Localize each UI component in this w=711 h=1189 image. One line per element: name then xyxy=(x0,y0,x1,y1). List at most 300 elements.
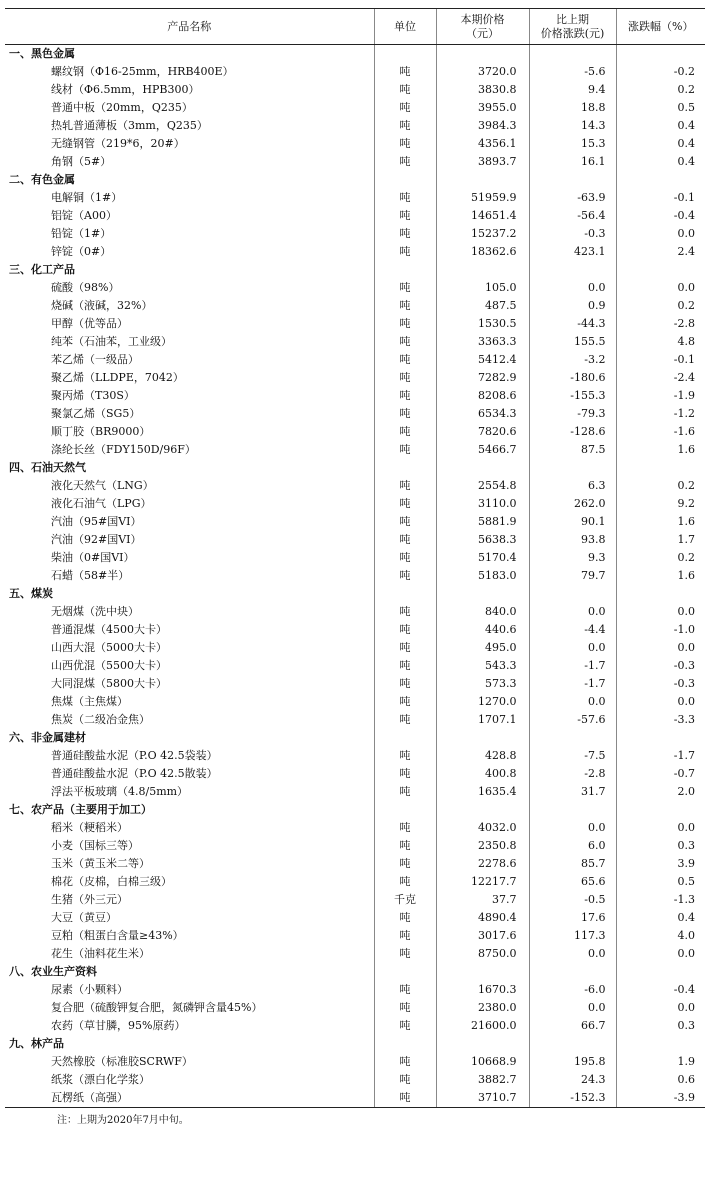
unit-cell: 吨 xyxy=(374,639,436,657)
unit-cell xyxy=(374,171,436,189)
current-price-cell xyxy=(436,261,529,279)
current-price-cell: 3882.7 xyxy=(436,1071,529,1089)
unit-cell: 吨 xyxy=(374,153,436,171)
category-name: 三、化工产品 xyxy=(9,263,75,276)
unit-cell xyxy=(374,45,436,64)
unit-cell: 吨 xyxy=(374,441,436,459)
change-pct-cell: 4.0 xyxy=(616,927,705,945)
price-change-cell: 117.3 xyxy=(529,927,616,945)
current-price-cell: 6534.3 xyxy=(436,405,529,423)
table-row xyxy=(5,819,705,837)
unit-cell: 吨 xyxy=(374,1017,436,1035)
change-pct-cell: 0.4 xyxy=(616,153,705,171)
table-row xyxy=(5,225,705,243)
product-name: 聚乙烯（LLDPE，7042） xyxy=(51,371,184,384)
category-name: 四、石油天然气 xyxy=(9,461,86,474)
table-row xyxy=(5,1053,705,1071)
product-name: 普通硅酸盐水泥（P.O 42.5散装） xyxy=(51,767,218,780)
category-name: 一、黑色金属 xyxy=(9,47,75,60)
table-row xyxy=(5,441,705,459)
table-row xyxy=(5,621,705,639)
current-price-cell: 5183.0 xyxy=(436,567,529,585)
current-price-cell: 487.5 xyxy=(436,297,529,315)
unit-cell xyxy=(374,729,436,747)
table-row xyxy=(5,747,705,765)
category-name: 九、林产品 xyxy=(9,1037,64,1050)
current-price-cell xyxy=(436,171,529,189)
price-change-cell: 87.5 xyxy=(529,441,616,459)
unit-cell: 吨 xyxy=(374,549,436,567)
table-row xyxy=(5,405,705,423)
product-name: 电解铜（1#） xyxy=(51,191,123,204)
unit-cell: 吨 xyxy=(374,855,436,873)
current-price-cell: 3893.7 xyxy=(436,153,529,171)
product-name: 豆粕（粗蛋白含量≥43%） xyxy=(51,929,184,942)
current-price-cell: 495.0 xyxy=(436,639,529,657)
unit-cell: 吨 xyxy=(374,315,436,333)
product-name: 浮法平板玻璃（4.8/5mm） xyxy=(51,785,189,798)
table-row xyxy=(5,549,705,567)
price-change-cell: -56.4 xyxy=(529,207,616,225)
product-name: 棉花（皮棉，白棉三级） xyxy=(51,875,172,888)
unit-cell: 吨 xyxy=(374,693,436,711)
price-change-cell: -6.0 xyxy=(529,981,616,999)
table-row xyxy=(5,999,705,1017)
current-price-cell: 3363.3 xyxy=(436,333,529,351)
change-pct-cell: 0.0 xyxy=(616,693,705,711)
product-name: 普通中板（20mm，Q235） xyxy=(51,101,193,114)
price-change-cell: 90.1 xyxy=(529,513,616,531)
current-price-cell: 1670.3 xyxy=(436,981,529,999)
price-change-cell: 6.0 xyxy=(529,837,616,855)
price-change-cell xyxy=(529,459,616,477)
change-pct-cell: 0.5 xyxy=(616,99,705,117)
table-row xyxy=(5,783,705,801)
unit-cell xyxy=(374,459,436,477)
change-pct-cell: 0.4 xyxy=(616,135,705,153)
change-pct-cell: 0.0 xyxy=(616,945,705,963)
table-header xyxy=(5,9,705,45)
price-change-cell: -0.3 xyxy=(529,225,616,243)
table-row xyxy=(5,423,705,441)
unit-cell xyxy=(374,1035,436,1053)
current-price-cell xyxy=(436,963,529,981)
product-name: 无缝钢管（219*6，20#） xyxy=(51,137,185,150)
change-pct-cell: 0.0 xyxy=(616,279,705,297)
price-change-cell: -1.7 xyxy=(529,675,616,693)
price-change-cell: 0.9 xyxy=(529,297,616,315)
change-pct-cell: -0.1 xyxy=(616,351,705,369)
change-pct-cell: 0.6 xyxy=(616,1071,705,1089)
header-price-change-line2: 价格涨跌(元) xyxy=(540,26,605,40)
product-name: 纸浆（漂白化学浆） xyxy=(51,1073,150,1086)
price-change-cell: 93.8 xyxy=(529,531,616,549)
current-price-cell: 21600.0 xyxy=(436,1017,529,1035)
table-row xyxy=(5,531,705,549)
current-price-cell: 1635.4 xyxy=(436,783,529,801)
price-change-cell: 66.7 xyxy=(529,1017,616,1035)
table-row xyxy=(5,333,705,351)
price-change-cell: 155.5 xyxy=(529,333,616,351)
product-name: 涤纶长丝（FDY150D/96F） xyxy=(51,443,196,456)
current-price-cell: 7820.6 xyxy=(436,423,529,441)
change-pct-cell: 0.0 xyxy=(616,639,705,657)
current-price-cell: 3955.0 xyxy=(436,99,529,117)
table-row xyxy=(5,1071,705,1089)
current-price-cell: 15237.2 xyxy=(436,225,529,243)
table-row xyxy=(5,909,705,927)
change-pct-cell: -2.8 xyxy=(616,315,705,333)
unit-cell: 吨 xyxy=(374,603,436,621)
product-name: 山西优混（5500大卡） xyxy=(51,659,167,672)
change-pct-cell xyxy=(616,963,705,981)
product-name: 玉米（黄玉米二等） xyxy=(51,857,150,870)
current-price-cell: 1270.0 xyxy=(436,693,529,711)
table-row xyxy=(5,1089,705,1108)
unit-cell: 吨 xyxy=(374,387,436,405)
change-pct-cell: 0.2 xyxy=(616,81,705,99)
current-price-cell: 1530.5 xyxy=(436,315,529,333)
product-name: 顺丁胶（BR9000） xyxy=(51,425,151,438)
header-product-name: 产品名称 xyxy=(5,9,374,45)
unit-cell: 吨 xyxy=(374,567,436,585)
price-change-cell: 79.7 xyxy=(529,567,616,585)
price-change-cell: 0.0 xyxy=(529,693,616,711)
price-change-cell xyxy=(529,261,616,279)
table-row xyxy=(5,711,705,729)
change-pct-cell: 0.4 xyxy=(616,909,705,927)
product-name: 复合肥（硫酸钾复合肥，氮磷钾含量45%） xyxy=(51,1001,263,1014)
product-name: 聚丙烯（T30S） xyxy=(51,389,135,402)
change-pct-cell: 0.2 xyxy=(616,297,705,315)
unit-cell: 吨 xyxy=(374,819,436,837)
unit-cell: 吨 xyxy=(374,981,436,999)
change-pct-cell: -1.6 xyxy=(616,423,705,441)
table-row xyxy=(5,765,705,783)
table-row xyxy=(5,351,705,369)
change-pct-cell: 1.6 xyxy=(616,441,705,459)
unit-cell: 吨 xyxy=(374,99,436,117)
table-row xyxy=(5,117,705,135)
unit-cell: 吨 xyxy=(374,477,436,495)
product-name: 山西大混（5000大卡） xyxy=(51,641,167,654)
current-price-cell: 4032.0 xyxy=(436,819,529,837)
change-pct-cell xyxy=(616,585,705,603)
table-row xyxy=(5,63,705,81)
change-pct-cell: 0.2 xyxy=(616,477,705,495)
category-name: 七、农产品（主要用于加工） xyxy=(9,803,152,816)
price-change-cell: -79.3 xyxy=(529,405,616,423)
price-change-cell: -4.4 xyxy=(529,621,616,639)
unit-cell: 吨 xyxy=(374,909,436,927)
header-change-pct: 涨跌幅（%） xyxy=(616,9,705,45)
price-change-cell: 31.7 xyxy=(529,783,616,801)
change-pct-cell: 0.0 xyxy=(616,819,705,837)
change-pct-cell: -1.3 xyxy=(616,891,705,909)
product-name: 角钢（5#） xyxy=(51,155,112,168)
change-pct-cell xyxy=(616,459,705,477)
price-change-cell: 0.0 xyxy=(529,603,616,621)
change-pct-cell xyxy=(616,45,705,64)
current-price-cell: 8750.0 xyxy=(436,945,529,963)
table-row xyxy=(5,657,705,675)
price-change-cell xyxy=(529,171,616,189)
price-change-cell: 0.0 xyxy=(529,279,616,297)
header-current-price-line1: 本期价格 xyxy=(460,12,505,26)
table-row xyxy=(5,693,705,711)
product-name: 铝锭（A00） xyxy=(51,209,117,222)
change-pct-cell: -0.4 xyxy=(616,981,705,999)
change-pct-cell: -0.2 xyxy=(616,63,705,81)
product-name: 汽油（92#国VI） xyxy=(51,533,142,546)
current-price-cell: 4890.4 xyxy=(436,909,529,927)
product-name: 普通混煤（4500大卡） xyxy=(51,623,167,636)
price-table xyxy=(5,8,705,1108)
price-change-cell: -0.5 xyxy=(529,891,616,909)
unit-cell: 吨 xyxy=(374,1089,436,1108)
price-change-cell: -128.6 xyxy=(529,423,616,441)
unit-cell: 吨 xyxy=(374,423,436,441)
current-price-cell: 543.3 xyxy=(436,657,529,675)
current-price-cell: 5170.4 xyxy=(436,549,529,567)
current-price-cell: 7282.9 xyxy=(436,369,529,387)
current-price-cell: 2278.6 xyxy=(436,855,529,873)
current-price-cell: 2554.8 xyxy=(436,477,529,495)
price-table-container xyxy=(5,8,705,1126)
table-row xyxy=(5,855,705,873)
unit-cell: 吨 xyxy=(374,711,436,729)
category-row xyxy=(5,459,705,477)
current-price-cell: 18362.6 xyxy=(436,243,529,261)
header-current-price-line2: （元） xyxy=(466,26,499,40)
unit-cell: 吨 xyxy=(374,873,436,891)
current-price-cell: 37.7 xyxy=(436,891,529,909)
category-row xyxy=(5,963,705,981)
change-pct-cell xyxy=(616,729,705,747)
price-change-cell: 0.0 xyxy=(529,639,616,657)
change-pct-cell: 1.7 xyxy=(616,531,705,549)
unit-cell: 吨 xyxy=(374,783,436,801)
price-change-cell: -1.7 xyxy=(529,657,616,675)
unit-cell: 吨 xyxy=(374,837,436,855)
current-price-cell: 3017.6 xyxy=(436,927,529,945)
table-row xyxy=(5,297,705,315)
product-name: 甲醇（优等品） xyxy=(51,317,128,330)
current-price-cell: 440.6 xyxy=(436,621,529,639)
current-price-cell: 14651.4 xyxy=(436,207,529,225)
product-name: 热轧普通薄板（3mm，Q235） xyxy=(51,119,208,132)
price-change-cell: -180.6 xyxy=(529,369,616,387)
product-name: 小麦（国标三等） xyxy=(51,839,139,852)
product-name: 铅锭（1#） xyxy=(51,227,112,240)
price-change-cell xyxy=(529,585,616,603)
unit-cell: 吨 xyxy=(374,243,436,261)
table-row xyxy=(5,99,705,117)
table-row xyxy=(5,243,705,261)
price-change-cell: -155.3 xyxy=(529,387,616,405)
table-row xyxy=(5,675,705,693)
header-unit: 单位 xyxy=(374,9,436,45)
change-pct-cell: 0.4 xyxy=(616,117,705,135)
current-price-cell: 4356.1 xyxy=(436,135,529,153)
category-row xyxy=(5,261,705,279)
change-pct-cell: -3.9 xyxy=(616,1089,705,1108)
unit-cell: 吨 xyxy=(374,225,436,243)
unit-cell: 吨 xyxy=(374,333,436,351)
change-pct-cell: 0.0 xyxy=(616,225,705,243)
table-row xyxy=(5,387,705,405)
product-name: 汽油（95#国VI） xyxy=(51,515,142,528)
change-pct-cell: -0.4 xyxy=(616,207,705,225)
unit-cell xyxy=(374,963,436,981)
table-row xyxy=(5,189,705,207)
table-row xyxy=(5,1017,705,1035)
table-row xyxy=(5,945,705,963)
change-pct-cell: 0.3 xyxy=(616,837,705,855)
current-price-cell: 5638.3 xyxy=(436,531,529,549)
change-pct-cell: -2.4 xyxy=(616,369,705,387)
change-pct-cell: -0.7 xyxy=(616,765,705,783)
product-name: 瓦楞纸（高强） xyxy=(5,1089,374,1108)
change-pct-cell: 9.2 xyxy=(616,495,705,513)
current-price-cell: 105.0 xyxy=(436,279,529,297)
product-name: 生猪（外三元） xyxy=(51,893,128,906)
category-name: 六、非金属建材 xyxy=(9,731,86,744)
change-pct-cell: 0.2 xyxy=(616,549,705,567)
product-name: 焦炭（二级冶金焦） xyxy=(51,713,150,726)
table-row xyxy=(5,567,705,585)
unit-cell: 吨 xyxy=(374,63,436,81)
price-change-cell: -3.2 xyxy=(529,351,616,369)
product-name: 柴油（0#国VI） xyxy=(51,551,135,564)
unit-cell: 吨 xyxy=(374,531,436,549)
product-name: 锌锭（0#） xyxy=(51,245,112,258)
price-change-cell: -44.3 xyxy=(529,315,616,333)
price-change-cell: -2.8 xyxy=(529,765,616,783)
change-pct-cell: -0.3 xyxy=(616,675,705,693)
category-name: 八、农业生产资料 xyxy=(9,965,97,978)
table-row xyxy=(5,207,705,225)
change-pct-cell: -0.1 xyxy=(616,189,705,207)
change-pct-cell xyxy=(616,801,705,819)
change-pct-cell: 2.0 xyxy=(616,783,705,801)
unit-cell: 吨 xyxy=(374,999,436,1017)
unit-cell: 吨 xyxy=(374,135,436,153)
product-name: 稻米（粳稻米） xyxy=(51,821,128,834)
current-price-cell: 3110.0 xyxy=(436,495,529,513)
current-price-cell: 3720.0 xyxy=(436,63,529,81)
change-pct-cell: 1.6 xyxy=(616,567,705,585)
current-price-cell: 5412.4 xyxy=(436,351,529,369)
unit-cell: 吨 xyxy=(374,189,436,207)
price-change-cell: 6.3 xyxy=(529,477,616,495)
unit-cell: 吨 xyxy=(374,945,436,963)
unit-cell: 吨 xyxy=(374,765,436,783)
price-change-cell: -57.6 xyxy=(529,711,616,729)
price-change-cell: 262.0 xyxy=(529,495,616,513)
product-name: 纯苯（石油苯，工业级） xyxy=(51,335,172,348)
product-name: 大豆（黄豆） xyxy=(51,911,117,924)
product-name: 液化天然气（LNG） xyxy=(51,479,154,492)
change-pct-cell: -1.0 xyxy=(616,621,705,639)
price-change-cell xyxy=(529,1035,616,1053)
product-name: 硫酸（98%） xyxy=(51,281,120,294)
price-change-cell: 195.8 xyxy=(529,1053,616,1071)
change-pct-cell: 0.0 xyxy=(616,603,705,621)
product-name: 苯乙烯（一级品） xyxy=(51,353,139,366)
price-change-cell: 0.0 xyxy=(529,999,616,1017)
change-pct-cell: 2.4 xyxy=(616,243,705,261)
product-name: 大同混煤（5800大卡） xyxy=(51,677,167,690)
change-pct-cell: 0.0 xyxy=(616,999,705,1017)
footnote: 注：上期为2020年7月中旬。 xyxy=(57,1115,189,1126)
product-name: 液化石油气（LPG） xyxy=(51,497,152,510)
table-row xyxy=(5,315,705,333)
category-name: 二、有色金属 xyxy=(9,173,75,186)
current-price-cell: 1707.1 xyxy=(436,711,529,729)
current-price-cell: 2350.8 xyxy=(436,837,529,855)
table-row xyxy=(5,513,705,531)
table-row xyxy=(5,603,705,621)
table-row xyxy=(5,369,705,387)
price-change-cell: 17.6 xyxy=(529,909,616,927)
unit-cell: 吨 xyxy=(374,495,436,513)
current-price-cell: 12217.7 xyxy=(436,873,529,891)
product-name: 普通硅酸盐水泥（P.O 42.5袋装） xyxy=(51,749,218,762)
unit-cell: 吨 xyxy=(374,351,436,369)
table-row xyxy=(5,927,705,945)
change-pct-cell: 1.6 xyxy=(616,513,705,531)
category-row xyxy=(5,729,705,747)
current-price-cell: 5881.9 xyxy=(436,513,529,531)
price-change-cell: 65.6 xyxy=(529,873,616,891)
unit-cell: 吨 xyxy=(374,117,436,135)
unit-cell: 吨 xyxy=(374,369,436,387)
change-pct-cell: 4.8 xyxy=(616,333,705,351)
unit-cell: 吨 xyxy=(374,279,436,297)
price-change-cell: 9.4 xyxy=(529,81,616,99)
table-row xyxy=(5,639,705,657)
product-name: 线材（Φ6.5mm，HPB300） xyxy=(51,83,200,96)
current-price-cell: 51959.9 xyxy=(436,189,529,207)
current-price-cell xyxy=(436,585,529,603)
unit-cell: 吨 xyxy=(374,1071,436,1089)
product-name: 尿素（小颗料） xyxy=(51,983,128,996)
unit-cell: 吨 xyxy=(374,675,436,693)
table-row xyxy=(5,279,705,297)
header-current-price xyxy=(436,9,529,45)
unit-cell: 吨 xyxy=(374,405,436,423)
table-row xyxy=(5,495,705,513)
price-change-cell: 0.0 xyxy=(529,945,616,963)
price-change-cell: 16.1 xyxy=(529,153,616,171)
table-row xyxy=(5,153,705,171)
category-name: 五、煤炭 xyxy=(9,587,53,600)
table-body xyxy=(5,45,705,1108)
category-row xyxy=(5,801,705,819)
product-name: 花生（油料花生米） xyxy=(51,947,150,960)
table-row xyxy=(5,981,705,999)
unit-cell: 千克 xyxy=(374,891,436,909)
table-row xyxy=(5,891,705,909)
price-change-cell: -152.3 xyxy=(529,1089,616,1108)
price-change-cell: -63.9 xyxy=(529,189,616,207)
price-change-cell: 15.3 xyxy=(529,135,616,153)
change-pct-cell: -1.7 xyxy=(616,747,705,765)
change-pct-cell xyxy=(616,171,705,189)
unit-cell: 吨 xyxy=(374,747,436,765)
price-change-cell: 85.7 xyxy=(529,855,616,873)
